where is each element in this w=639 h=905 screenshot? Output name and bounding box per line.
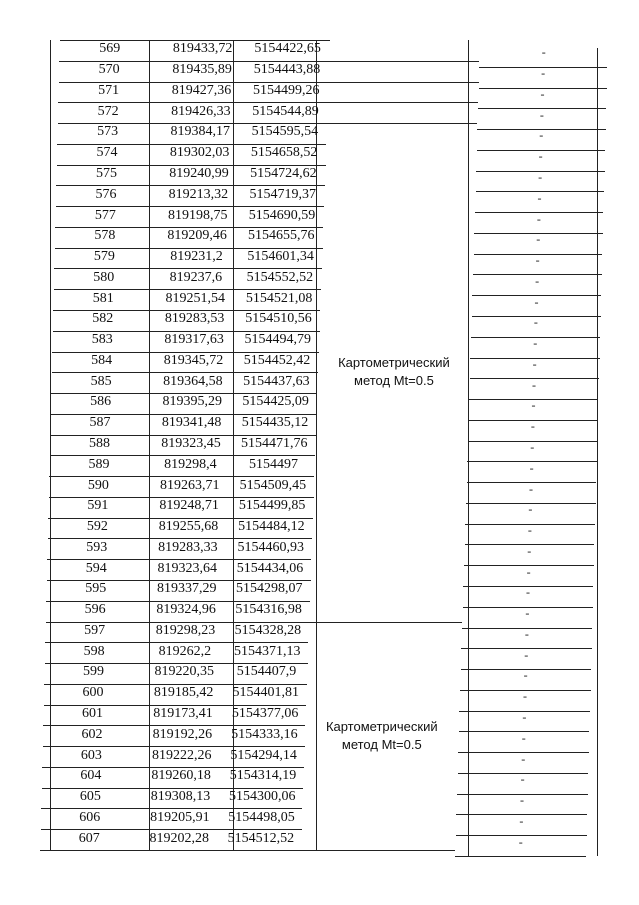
mark-cell: - — [539, 128, 544, 142]
y-coordinate-cell: 5154521,08 — [245, 291, 313, 306]
y-coordinate-cell: 5154298,07 — [236, 581, 303, 596]
x-coordinate-cell: 819209,46 — [167, 228, 227, 243]
point-number-cell: 578 — [94, 228, 116, 243]
x-coordinate-cell: 819220,35 — [154, 664, 214, 679]
x-coordinate-cell: 819323,64 — [157, 561, 218, 576]
point-number-cell: 596 — [84, 602, 106, 617]
x-coordinate-cell: 819283,53 — [164, 311, 225, 326]
group-divider — [309, 622, 462, 623]
x-coordinate-cell: 819202,28 — [149, 831, 210, 846]
mark-cell: - — [530, 419, 535, 433]
method-label — [318, 354, 470, 390]
mark-cell: - — [528, 502, 533, 516]
mark-cell: - — [533, 336, 538, 350]
y-coordinate-cell: 5154300,06 — [229, 789, 296, 804]
y-coordinate-cell: 5154328,28 — [234, 623, 302, 638]
point-number-cell: 587 — [89, 415, 111, 430]
mark-cell: - — [529, 482, 534, 496]
mark-cell: - — [524, 648, 529, 662]
point-number-cell: 572 — [97, 104, 119, 119]
y-coordinate-cell: 5154552,52 — [246, 270, 314, 285]
point-number-cell: 599 — [83, 664, 105, 679]
x-coordinate-cell: 819263,71 — [160, 478, 220, 493]
point-number-cell: 584 — [91, 353, 113, 368]
x-coordinate-cell: 819231,2 — [170, 249, 223, 264]
y-coordinate-cell: 5154658,52 — [250, 145, 318, 160]
x-coordinate-cell: 819341,48 — [161, 415, 222, 430]
x-coordinate-cell: 819302,03 — [169, 145, 230, 160]
mark-cell: - — [522, 710, 527, 724]
point-number-cell: 601 — [81, 706, 103, 721]
x-coordinate-cell: 819262,2 — [158, 644, 212, 659]
mark-cell: - — [533, 315, 538, 329]
x-coordinate-cell: 819185,42 — [153, 685, 214, 700]
x-coordinate-cell: 819308,13 — [150, 789, 211, 804]
y-coordinate-cell: 5154460,93 — [237, 540, 304, 555]
y-coordinate-cell: 5154443,88 — [253, 62, 321, 77]
mark-cell: - — [526, 565, 531, 579]
point-number-cell: 606 — [79, 810, 101, 825]
method-label-line2: метод Mt=0.5 — [354, 373, 434, 388]
mark-row-divider — [455, 856, 586, 857]
y-coordinate-cell: 5154314,19 — [229, 768, 297, 783]
x-coordinate-cell: 819173,41 — [153, 706, 213, 721]
point-number-cell: 586 — [90, 394, 112, 409]
x-coordinate-cell: 819435,89 — [172, 62, 232, 77]
mark-cell: - — [521, 731, 526, 745]
y-coordinate-cell: 5154510,56 — [245, 311, 312, 326]
mark-cell: - — [532, 357, 537, 371]
point-number-cell: 605 — [79, 789, 101, 804]
mark-cell: - — [534, 295, 539, 309]
x-coordinate-cell: 819323,45 — [161, 436, 221, 451]
mark-cell: - — [537, 191, 542, 205]
x-coordinate-cell: 819260,18 — [151, 768, 211, 783]
group-divider — [328, 102, 478, 103]
y-coordinate-cell: 5154595,54 — [251, 124, 319, 139]
mark-cell: - — [520, 772, 525, 786]
y-coordinate-cell: 5154719,37 — [249, 187, 316, 202]
mark-cell: - — [531, 398, 536, 412]
mark-cell: - — [541, 66, 546, 80]
point-number-cell: 574 — [96, 145, 118, 160]
x-coordinate-cell: 819364,58 — [163, 374, 223, 389]
point-number-cell: 597 — [84, 623, 106, 638]
y-coordinate-cell: 5154499,85 — [238, 498, 306, 513]
x-coordinate-cell: 819298,23 — [155, 623, 216, 638]
y-coordinate-cell: 5154494,79 — [244, 332, 312, 347]
y-coordinate-cell: 5154655,76 — [248, 228, 315, 243]
x-coordinate-cell: 819317,63 — [164, 332, 224, 347]
group-divider — [327, 123, 477, 124]
mark-cell: - — [518, 835, 523, 849]
mark-cell: - — [527, 544, 532, 558]
y-coordinate-cell: 5154435,12 — [241, 415, 309, 430]
x-coordinate-cell: 819198,75 — [168, 208, 228, 223]
mark-cell: - — [527, 523, 532, 537]
group-divider — [329, 61, 479, 62]
x-coordinate-cell: 819324,96 — [156, 602, 216, 617]
y-coordinate-cell: 5154425,09 — [242, 394, 309, 409]
point-number-cell: 589 — [88, 457, 110, 472]
mark-cell: - — [519, 793, 524, 807]
y-coordinate-cell: 5154497 — [249, 457, 299, 472]
point-number-cell: 602 — [81, 727, 103, 742]
x-coordinate-cell: 819298,4 — [164, 457, 217, 472]
mark-cell: - — [538, 149, 543, 163]
mark-cell: - — [529, 461, 534, 475]
point-number-cell: 573 — [97, 124, 119, 139]
point-number-cell: 591 — [87, 498, 109, 513]
mark-cell: - — [535, 253, 540, 267]
mark-cell: - — [524, 627, 529, 641]
group-divider — [301, 850, 455, 851]
point-number-cell: 590 — [87, 478, 109, 493]
y-coordinate-cell: 5154333,16 — [231, 727, 298, 742]
mark-cell: - — [532, 378, 537, 392]
point-number-cell: 579 — [93, 249, 115, 264]
method-label-line1: Картометрический — [338, 355, 450, 370]
mark-cell: - — [540, 87, 545, 101]
x-coordinate-cell: 819433,72 — [172, 41, 233, 56]
point-number-cell: 592 — [86, 519, 108, 534]
y-coordinate-cell: 5154499,26 — [252, 83, 320, 98]
x-coordinate-cell: 819205,91 — [150, 810, 210, 825]
y-coordinate-cell: 5154724,62 — [250, 166, 317, 181]
x-coordinate-cell: 819237,6 — [169, 270, 223, 285]
y-coordinate-cell: 5154377,06 — [231, 706, 299, 721]
point-number-cell: 569 — [99, 41, 121, 56]
y-coordinate-cell: 5154512,52 — [227, 831, 295, 846]
x-coordinate-cell: 819222,26 — [152, 748, 212, 763]
method-label — [305, 718, 458, 754]
row-divider — [40, 850, 301, 851]
x-coordinate-cell: 819337,29 — [156, 581, 217, 596]
point-number-cell: 600 — [82, 685, 104, 700]
x-coordinate-cell: 819427,36 — [171, 83, 232, 98]
method-label-line1: Картометрический — [325, 719, 438, 734]
y-coordinate-cell: 5154484,12 — [238, 519, 305, 534]
mark-cell: - — [521, 752, 526, 766]
y-coordinate-cell: 5154509,45 — [239, 478, 307, 493]
y-coordinate-cell: 5154544,89 — [252, 104, 319, 119]
mark-cell: - — [530, 440, 535, 454]
group-divider — [329, 82, 479, 83]
mark-cell: - — [523, 668, 528, 682]
point-number-cell: 583 — [91, 332, 113, 347]
y-coordinate-cell: 5154471,76 — [241, 436, 308, 451]
method-label-line2: метод Mt=0.5 — [341, 737, 422, 752]
y-coordinate-cell: 5154401,81 — [232, 685, 300, 700]
y-coordinate-cell: 5154407,9 — [236, 664, 297, 679]
point-number-cell: 570 — [98, 62, 120, 77]
y-coordinate-cell: 5154434,06 — [236, 561, 304, 576]
x-coordinate-cell: 819345,72 — [163, 353, 224, 368]
y-coordinate-cell: 5154294,14 — [230, 748, 297, 763]
x-coordinate-cell: 819426,33 — [171, 104, 231, 119]
y-coordinate-cell: 5154452,42 — [243, 353, 311, 368]
mark-cell: - — [541, 45, 546, 59]
point-number-cell: 603 — [80, 748, 102, 763]
x-coordinate-cell: 819384,17 — [170, 124, 230, 139]
point-number-cell: 580 — [93, 270, 115, 285]
x-coordinate-cell: 819255,68 — [158, 519, 219, 534]
point-number-cell: 594 — [85, 561, 107, 576]
mark-cell: - — [525, 606, 530, 620]
mark-cell: - — [523, 689, 527, 703]
y-coordinate-cell: 5154437,63 — [243, 374, 310, 389]
point-number-cell: 588 — [89, 436, 110, 451]
point-number-cell: 593 — [86, 540, 108, 555]
point-number-cell: 585 — [90, 374, 112, 389]
x-coordinate-cell: 819213,32 — [168, 187, 229, 202]
y-coordinate-cell: 5154498,05 — [228, 810, 295, 825]
mark-cell: - — [536, 232, 541, 246]
x-coordinate-cell: 819251,54 — [165, 291, 226, 306]
x-coordinate-cell: 819248,71 — [159, 498, 219, 513]
y-coordinate-cell: 5154371,13 — [233, 644, 301, 659]
point-number-cell: 595 — [85, 581, 107, 596]
point-number-cell: 581 — [92, 291, 114, 306]
mark-cell: - — [536, 212, 541, 226]
right-border — [597, 48, 598, 856]
point-number-cell: 604 — [80, 768, 102, 783]
x-coordinate-cell: 819283,33 — [158, 540, 218, 555]
mark-cell: - — [526, 585, 531, 599]
y-coordinate-cell: 5154422,65 — [254, 41, 321, 56]
y-coordinate-cell: 5154601,34 — [247, 249, 314, 264]
point-number-cell: 577 — [94, 208, 116, 223]
x-coordinate-cell: 819395,29 — [162, 394, 222, 409]
mark-cell: - — [535, 274, 540, 288]
x-coordinate-cell: 819240,99 — [169, 166, 229, 181]
point-number-cell: 571 — [98, 83, 120, 98]
y-coordinate-cell: 5154690,59 — [248, 208, 316, 223]
mark-cell: - — [519, 814, 524, 828]
point-number-cell: 582 — [92, 311, 114, 326]
y-coordinate-cell: 5154316,98 — [235, 602, 302, 617]
mark-cell: - — [539, 108, 544, 122]
point-number-cell: 607 — [78, 831, 100, 846]
point-number-cell: 575 — [95, 166, 117, 181]
point-number-cell: 576 — [95, 187, 117, 202]
mark-cell: - — [538, 170, 543, 184]
x-coordinate-cell: 819192,26 — [152, 727, 213, 742]
point-number-cell: 598 — [83, 644, 105, 659]
